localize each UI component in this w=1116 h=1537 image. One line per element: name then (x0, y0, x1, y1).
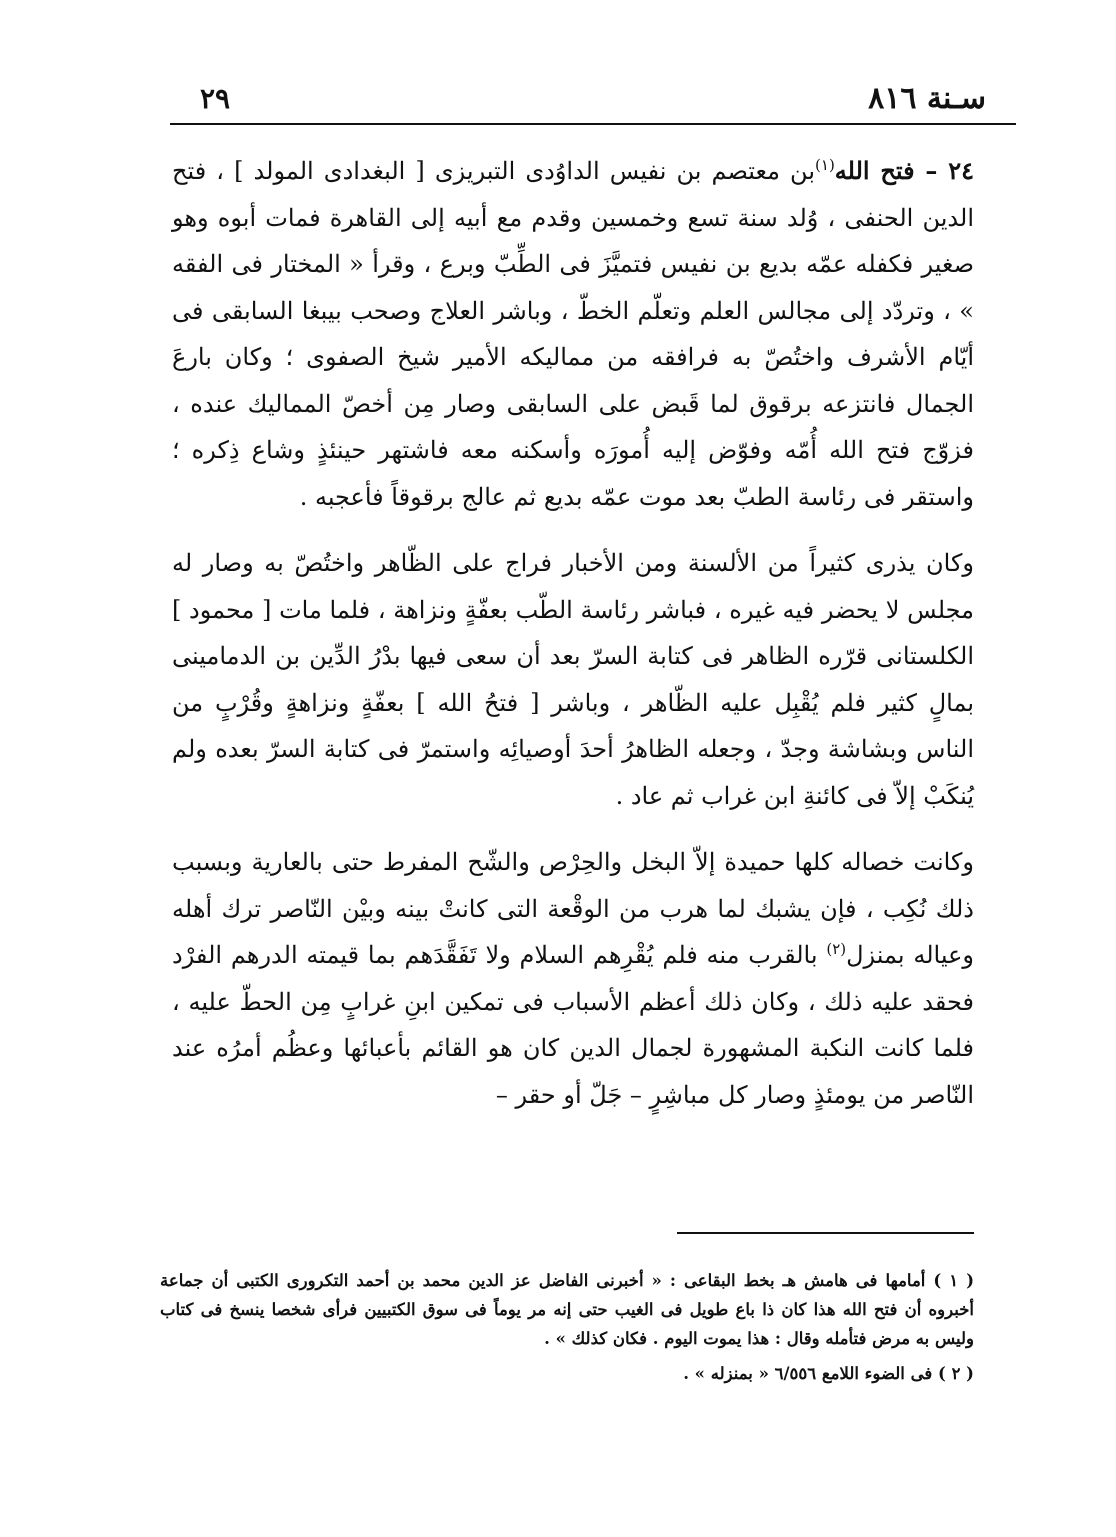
paragraph-text: بالقرب منه فلم يُقْرِهم السلام ولا تَفَقَّدَهم بما قيمته الدرهم الفرْد فحقد عليه ذلك ، وكان ذلك أعظم الأسباب فى تمكين ابنِ غرابٍ مِن الحطّ عليه ، فلما كانت النكبة المشهورة لجمال الدين كان هو القائم بأعبائها وعظُم أمرُه عند النّاصر من يومئذٍ وصار كل مباشِرٍ – جَلّ أو حقر – (172, 941, 974, 1109)
paragraph-office (172, 540, 974, 819)
paragraph-text: بن معتصم بن نفيس الداوُدى التبريزى [ البغدادى المولد ] ، فتح الدين الحنفى ، وُلد سنة تسع وخمسين وقدم مع أبيه إلى القاهرة فمات أبوه وهو صغير فكفله عمّه بديع بن نفيس فتميَّزَ فى الطِّبّ وبرع ، وقرأ « المختار فى الفقه » ، وتردّد إلى مجالس العلم وتعلّم الخطّ ، وباشر العلاج وصحب بيبغا السابقى فى أيّام الأشرف واختُصّ به فرافقه من مماليكه الأمير شيخ الصفوى ؛ وكان بارعَ الجمال فانتزعه برقوق لما قَبض على السابقى وصار مِن أخصّ المماليك عنده ، فزوّج فتح الله أُمّه وفوّض إليه أُمورَه وأسكنه معه فاشتهر حينئذٍ وشاع ذِكره ؛ واستقر فى رئاسة الطبّ بعد موت عمّه بديع ثم عالج برقوقاً فأعجبه . (172, 157, 974, 511)
paragraph-text: وكانت خصاله كلها حميدة إلاّ البخل والحِرْص والشّح المفرط حتى بالعارية وبسبب ذلك نُكِب ، فإن يشبك لما هرب من الوقْعة التى كانتْ بينه وبيْن النّاصر ترك أهله وعياله بمنزل (172, 848, 975, 969)
entry-heading: ٢٤ – فتح الله (834, 156, 974, 185)
footnote-1: ( ١ ) أمامها فى هامش هـ بخط البقاعى : « أخبرنى الفاضل عز الدين محمد بن أحمد التكرورى الكتبى أن جماعة أخبروه أن فتح الله هذا كان ذا باع طويل فى الغيب حتى إنه مر يوماً فى سوق الكتبيين فرأى شخصا ينسخ فى كتاب وليس به مرض فتأمله وقال : هذا يموت اليوم . فكان كذلك » . (160, 1271, 974, 1348)
paragraph-character (172, 839, 974, 1118)
header-rule (170, 123, 1016, 125)
main-text (172, 148, 974, 1118)
page-header (170, 78, 1016, 120)
paragraph-text: وكان يذرى كثيراً من الألسنة ومن الأخبار فراج على الظّاهر واختُصّ به وصار له مجلس لا يحضر فيه غيره ، فباشر رئاسة الطّب بعفّةٍ ونزاهة ، فلما مات [ محمود ] الكلستانى قرّره الظاهر فى كتابة السرّ بعد أن سعى فيها بدْرُ الدِّين بن الدمامينى بمالٍ كثير فلم يُقْبِل عليه الظّاهر ، وباشر [ فتحُ الله ] بعفّةٍ ونزاهةٍ وقُرْبٍ من الناس وبشاشة وجدّ ، وجعله الظاهرُ أحدَ أوصيائِه واستمرّ فى كتابة السرّ بعده ولم يُنكَبْ إلاّ فى كائنةِ ابن غراب ثم عاد . (172, 549, 974, 810)
footnote-reference-1: (١) (815, 156, 835, 174)
page-number: ٢٩ (200, 82, 231, 115)
footnote-reference-2: (٢) (826, 940, 847, 958)
footnote-separator (677, 1232, 974, 1234)
paragraph-entry-start (172, 148, 974, 520)
running-title: سـنة ٨١٦ (868, 81, 986, 116)
footnotes (160, 1266, 974, 1388)
footnote-2: ( ٢ ) فى الضوء اللامع ٦/٥٥٦ « بمنزله » . (683, 1364, 974, 1383)
